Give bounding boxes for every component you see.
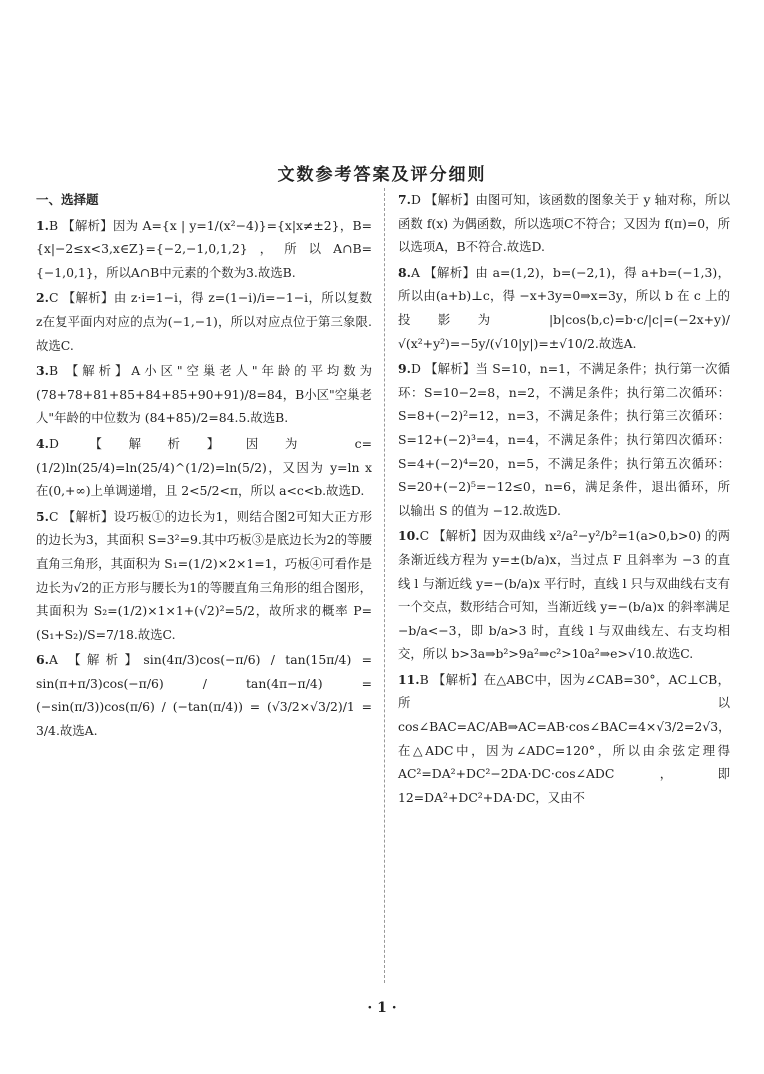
answer-item-4 — [36, 432, 372, 503]
answer-item-9 — [398, 357, 730, 522]
answer-number: 11. — [398, 671, 420, 687]
answer-item-7 — [398, 188, 730, 259]
answer-number: 5. — [36, 508, 49, 524]
answer-number: 1. — [36, 217, 49, 233]
answer-text: D 【解析】由图可知，该函数的图象关于 y 轴对称，所以函数 f(x) 为偶函数，所以选项C不符合；又因为 f(π)=0，所以选项A，B不符合.故选D. — [398, 192, 730, 255]
answer-text: B 【解析】因为 A={x | y=1/(x²−4)}={x|x≠±2}，B={x|−2≤x<3,x∈Z}={−2,−1,0,1,2}，所以A∩B={−1,0,1}，所以A∩B中元素的个数为3.故选B. — [36, 217, 372, 280]
answer-text: B 【解析】在△ABC中，因为∠CAB=30°，AC⊥CB，所以 cos∠BAC=AC/AB⇒AC=AB·cos∠BAC=4×√3/2=2√3，在△ADC中，因为∠ADC=120°，所以由余弦定理得 AC²=DA²+DC²−2DA·DC·cos∠ADC，即 12=DA²+DC²+DA·DC，又由不 — [398, 671, 731, 805]
right-column — [398, 188, 730, 811]
answer-item-6 — [36, 648, 372, 742]
answer-text: C 【解析】由 z·i=1−i，得 z=(1−i)/i=−1−i，所以复数z在复平面内对应的点为(−1,−1)，所以对应点位于第三象限.故选C. — [36, 290, 372, 353]
answer-number: 9. — [398, 361, 411, 377]
column-divider — [384, 188, 385, 983]
answer-item-10 — [398, 524, 730, 666]
section-heading: 一、选择题 — [36, 192, 99, 207]
answer-number: 10. — [398, 528, 420, 544]
answer-text: A 【解析】sin(4π/3)cos(−π/6) / tan(15π/4) = sin(π+π/3)cos(−π/6) / tan(4π−π/4) = (−sin(π/3))cos(π/6) / (−tan(π/4)) = (√3/2×√3/2)/1 = 3/4.故选A. — [36, 652, 372, 739]
answer-text: D 【解析】因为 c=(1/2)ln(25/4)=ln(25/4)^(1/2)=ln(5/2)，又因为 y=ln x 在(0,+∞)上单调递增，且 2<5/2<π，所以 a<c<b.故选D. — [36, 435, 372, 499]
answer-item-2 — [36, 286, 372, 357]
answer-item-11 — [398, 668, 730, 810]
answer-text: A 【解析】由 a=(1,2)，b=(−2,1)，得 a+b=(−1,3)，所以由(a+b)⊥c，得 −x+3y=0⇒x=3y，所以 b 在 c 上的投影为 |b|cos⟨b,c⟩=b·c/|c|=(−2x+y)/√(x²+y²)=−5y/(√10|y|)=±√10/2.故选A. — [398, 264, 730, 351]
answer-number: 4. — [36, 435, 49, 451]
answer-text: C 【解析】因为双曲线 x²/a²−y²/b²=1(a>0,b>0) 的两条渐近线方程为 y=±(b/a)x，当过点 F 且斜率为 −3 的直线 l 与渐近线 y=−(b/a)x 平行时，直线 l 只与双曲线右支有一个交点，数形结合可知，当渐近线 y=−(b/a)x 的斜率满足 −b/a<−3，即 b/a>3 时，直线 l 与双曲线左、右支均相交，所以 b>3a⇒b²>9a²⇒c²>10a²⇒e>√10.故选C. — [398, 528, 730, 662]
answer-number: 8. — [398, 264, 411, 280]
answer-text: D 【解析】当 S=10，n=1，不满足条件；执行第一次循环：S=10−2=8，n=2，不满足条件；执行第二次循环：S=8+(−2)²=12，n=3，不满足条件；执行第三次循环：S=12+(−2)³=4，n=4，不满足条件；执行第四次循环：S=4+(−2)⁴=20，n=5，不满足条件；执行第五次循环：S=20+(−2)⁵=−12≤0，n=6，满足条件，退出循环，所以输出 S 的值为 −12.故选D. — [398, 361, 730, 518]
answer-item-5 — [36, 505, 372, 647]
answer-item-8 — [398, 261, 730, 355]
answer-item-1 — [36, 214, 372, 285]
answer-number: 3. — [36, 363, 49, 379]
answer-number: 2. — [36, 290, 49, 306]
page-number: · 1 · — [367, 1000, 397, 1016]
answer-number: 6. — [36, 652, 49, 668]
page-title: 文数参考答案及评分细则 — [277, 165, 487, 185]
answer-item-3 — [36, 359, 372, 430]
answer-text: B 【解析】A小区"空巢老人"年龄的平均数为 (78+78+81+85+84+85+90+91)/8=84，B小区"空巢老人"年龄的中位数为 (84+85)/2=84.5.故选B. — [36, 363, 372, 426]
left-column — [36, 188, 372, 745]
answer-text: C 【解析】设巧板①的边长为1，则结合图2可知大正方形的边长为3，其面积 S=3²=9.其中巧板③是底边长为2的等腰直角三角形，其面积为 S₁=(1/2)×2×1=1，巧板④可看作是边长为√2的正方形与腰长为1的等腰直角三角形的组合图形，其面积为 S₂=(1/2)×1×1+(√2)²=5/2，故所求的概率 P=(S₁+S₂)/S=7/18.故选C. — [36, 508, 372, 642]
answer-number: 7. — [398, 192, 411, 207]
